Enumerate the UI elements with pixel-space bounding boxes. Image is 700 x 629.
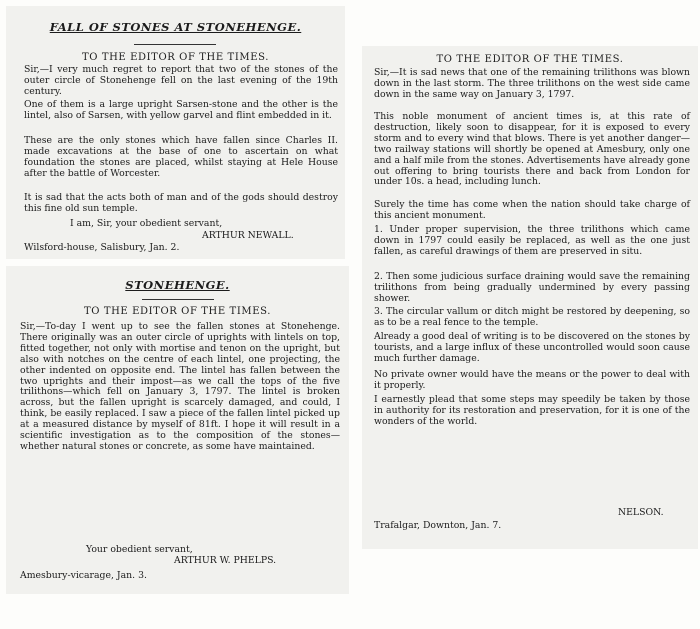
headline: STONEHENGE. xyxy=(125,278,230,292)
dateline: Trafalgar, Downton, Jan. 7. xyxy=(374,520,502,531)
editor-heading: TO THE EDITOR OF THE TIMES. xyxy=(436,54,624,65)
paragraph: It is sad that the acts both of man and of the gods should destroy this fine old sun temple. xyxy=(24,192,338,214)
paragraph: Surely the time has come when the nation should take charge of this ancient monument. xyxy=(374,199,690,221)
dateline: Amesbury-vicarage, Jan. 3. xyxy=(20,570,147,581)
headline: FALL OF STONES AT STONEHENGE. xyxy=(49,20,302,34)
paragraph: 3. The circular vallum or ditch might be restored by deepening, so as to be a real fence to the temple. xyxy=(374,306,690,328)
clipping-nelson-letter xyxy=(362,46,698,549)
paragraph: Already a good deal of writing is to be discovered on the stones by tourists, and a large influx of these uncontrolled would soon cause much further damage. xyxy=(374,331,690,364)
paragraph: I earnestly plead that some steps may speedily be taken by those in authority for its restoration and preservation, for it is one of the wonders of the world. xyxy=(374,394,690,427)
signature: ARTHUR W. PHELPS. xyxy=(174,555,277,566)
paragraph: These are the only stones which have fallen since Charles II. made excavations at the base of one to ascertain on what foundation the stones are placed, whilst staying at Hele House after the battle of Worcester. xyxy=(24,135,338,179)
paragraph: Sir,—It is sad news that one of the remaining trilithons was blown down in the last storm. The three trilithons on the west side came down in the same way on January 3, 1797. xyxy=(374,67,690,100)
paragraph: 1. Under proper supervision, the three trilithons which came down in 1797 could easily be replaced, as well as the one just fallen, as careful drawings of them are preserved in situ. xyxy=(374,224,690,257)
divider xyxy=(134,44,216,45)
clipping-fall-of-stones xyxy=(6,6,345,259)
paragraph: 2. Then some judicious surface draining would save the remaining trilithons from being gradually undermined by every passing shower. xyxy=(374,271,690,304)
signature: NELSON. xyxy=(618,507,664,518)
paragraph: This noble monument of ancient times is, at this rate of destruction, likely soon to disappear, for it is exposed to every storm and to every wind that blows. There is yet another danger—two railway stations will shortly be opened at Amesbury, only one and a half mile from the stones. Advertisements have already gone out offering to bring tourists there and back from London for under 10s. a head, including lunch. xyxy=(374,111,690,188)
paragraph: Sir,—To-day I went up to see the fallen stones at Stonehenge. There originally was an outer circle of uprights with lintels on top, fitted together, not only with mortise and tenon on the upright, but also with notches on the centre of each lintel, one projecting, the other indented on opposite end. The lintel has fallen between the two uprights and their impost—as we call the tops of the five trilithons—which fell on January 3, 1797. The lintel is broken across, but the fallen upright is scarcely damaged, and could, I think, be easily replaced. I saw a piece of the fallen lintel picked up at a measured distance by myself of 81ft. I hope it will result in a scientific investigation as to the composition of the stones—whether natural stones or concrete, as some have maintained. xyxy=(20,321,340,452)
clipping-stonehenge xyxy=(6,266,349,594)
editor-heading: TO THE EDITOR OF THE TIMES. xyxy=(82,52,269,63)
closing: I am, Sir, your obedient servant, xyxy=(70,218,223,229)
paragraph: One of them is a large upright Sarsen-stone and the other is the lintel, also of Sarsen, with yellow garvel and flint embedded in it. xyxy=(24,99,338,121)
paragraph: No private owner would have the means or the power to deal with it properly. xyxy=(374,369,690,391)
divider xyxy=(142,299,214,300)
signature: ARTHUR NEWALL. xyxy=(202,230,294,241)
dateline: Wilsford-house, Salisbury, Jan. 2. xyxy=(24,242,180,253)
closing: Your obedient servant, xyxy=(86,544,193,555)
paragraph: Sir,—I very much regret to report that two of the stones of the outer circle of Stonehenge fell on the last evening of the 19th century. xyxy=(24,64,338,97)
editor-heading: TO THE EDITOR OF THE TIMES. xyxy=(84,306,271,317)
